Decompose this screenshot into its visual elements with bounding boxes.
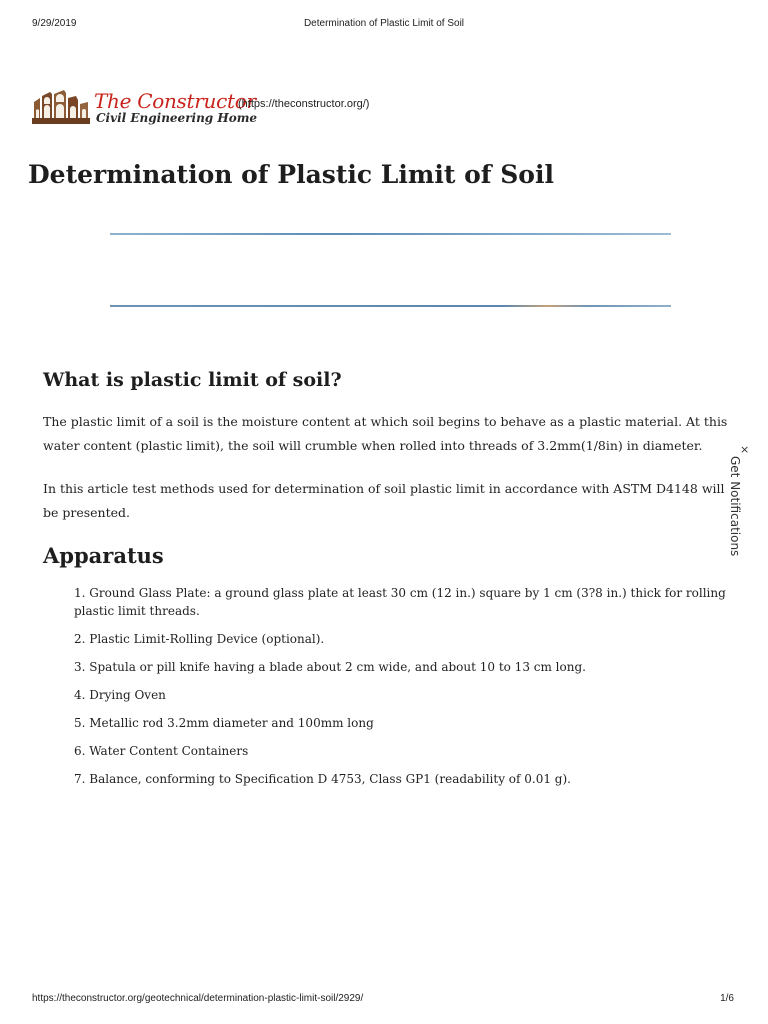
logo-title[interactable]: The Constructor — [94, 89, 256, 113]
get-notifications-label[interactable]: Get Notifications — [728, 456, 742, 557]
list-item: 6. Water Content Containers — [74, 744, 249, 758]
banner-bottom-border — [110, 305, 671, 307]
list-item: 7. Balance, conforming to Specification D 4753, Class GP1 (readability of 0.01 g). — [74, 772, 571, 786]
print-date: 9/29/2019 — [32, 18, 77, 29]
list-item: 5. Metallic rod 3.2mm diameter and 100mm long — [74, 716, 374, 730]
section-heading-apparatus: Apparatus — [43, 543, 164, 568]
print-url: https://theconstructor.org/geotechnical/determination-plastic-limit-soil/2929/ — [32, 993, 364, 1004]
list-item: 1. Ground Glass Plate: a ground glass plate at least 30 cm (12 in.) square by 1 cm (3?8 in.) thick for rolling plastic limit threads. — [74, 586, 726, 618]
logo-url[interactable]: (https://theconstructor.org/) — [238, 98, 370, 110]
close-icon[interactable]: × — [740, 443, 750, 456]
banner-top-border — [110, 233, 671, 235]
section-heading-plastic-limit: What is plastic limit of soil? — [43, 369, 342, 391]
list-item: 4. Drying Oven — [74, 688, 166, 702]
print-header — [0, 18, 768, 32]
page-title: Determination of Plastic Limit of Soil — [28, 160, 554, 189]
print-footer — [0, 993, 768, 1007]
list-item: 3. Spatula or pill knife having a blade about 2 cm wide, and about 10 to 13 cm long. — [74, 660, 586, 674]
page-number: 1/6 — [720, 993, 734, 1004]
get-notifications-tab[interactable] — [726, 444, 748, 574]
apparatus-list — [74, 584, 738, 798]
site-logo-row — [30, 88, 450, 128]
banner-ad[interactable] — [110, 233, 671, 307]
list-item: 2. Plastic Limit-Rolling Device (optional). — [74, 632, 325, 646]
print-title: Determination of Plastic Limit of Soil — [303, 18, 465, 29]
colosseum-logo-icon[interactable] — [30, 88, 92, 126]
paragraph-definition: The plastic limit of a soil is the moisture content at which soil begins to behave as a plastic material. At this water content (plastic limit), the soil will crumble when rolled into threads of 3.2mm(1/8in) in diameter. — [43, 414, 728, 453]
logo-tagline: Civil Engineering Home — [96, 111, 258, 125]
paragraph-astm: In this article test methods used for determination of soil plastic limit in accordance with ASTM D4148 will be presented. — [43, 481, 725, 520]
